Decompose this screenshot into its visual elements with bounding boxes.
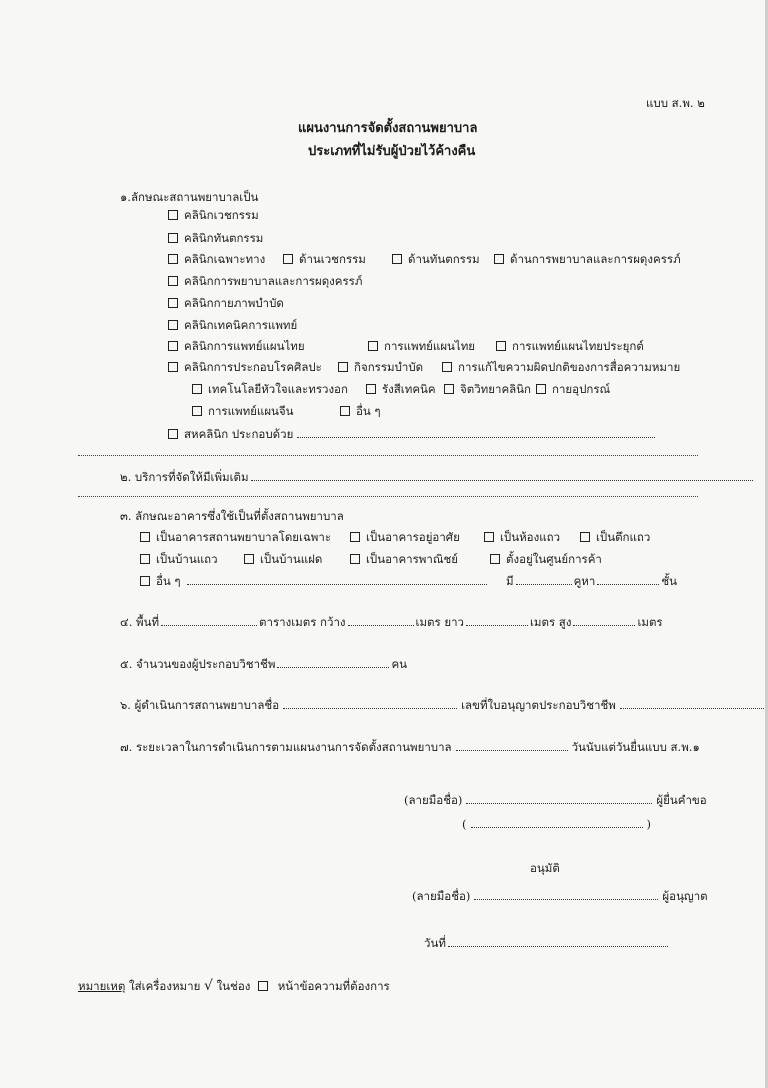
footnote: หมายเหตุ ใส่เครื่องหมาย √ ในช่อง หน้าข้อความที่ต้องการ	[78, 978, 390, 994]
checkbox-sample	[258, 981, 268, 991]
width-fill-line[interactable]	[348, 616, 414, 626]
applicant-signature: (ลายมือชื่อ) ผู้ยื่นคำขอ	[404, 793, 707, 807]
checkbox[interactable]	[494, 254, 504, 264]
section6-operator: ๖. ผู้ดำเนินการสถานพยาบาลชื่อ เลขที่ใบอนุญาตประกอบวิชาชีพ	[120, 698, 768, 712]
option-clinic-medtech[interactable]: คลินิกเทคนิคการแพทย์	[168, 318, 297, 332]
checkbox[interactable]	[168, 362, 178, 372]
option-building-shophouse-row[interactable]: เป็นห้องแถว	[484, 530, 560, 544]
licensor-signature: (ลายมือชื่อ) ผู้อนุญาต	[412, 889, 708, 903]
checkbox[interactable]	[168, 233, 178, 243]
checkbox[interactable]	[140, 532, 150, 542]
floor-fill-line[interactable]	[597, 575, 659, 585]
other-building-fill-line[interactable]	[187, 575, 487, 585]
option-clinic-thai[interactable]: คลินิกการแพทย์แผนไทย	[168, 339, 305, 353]
checkbox[interactable]	[168, 254, 178, 264]
option-clinic-medical[interactable]: คลินิกเวชกรรม	[168, 208, 259, 222]
booth-count: มี คูหา ชั้น	[506, 574, 677, 588]
polyclinic-fill-line[interactable]	[297, 428, 655, 438]
checkbox[interactable]	[338, 362, 348, 372]
duration-fill-line[interactable]	[456, 741, 568, 751]
applicant-signature-line[interactable]	[466, 794, 652, 804]
checkbox[interactable]	[350, 554, 360, 564]
option-building-residence[interactable]: เป็นอาคารอยู่อาศัย	[350, 530, 460, 544]
option-clinic-physio[interactable]: คลินิกกายภาพบำบัด	[168, 296, 284, 310]
services-fill-line[interactable]	[251, 471, 753, 481]
option-building-mall[interactable]: ตั้งอยู่ในศูนย์การค้า	[490, 552, 602, 566]
checkbox[interactable]	[168, 276, 178, 286]
checkbox[interactable]	[368, 341, 378, 351]
area-fill-line[interactable]	[161, 616, 257, 626]
option-building-twinhouse[interactable]: เป็นบ้านแฝด	[244, 552, 322, 566]
date-fill-line[interactable]	[448, 937, 668, 947]
form-code: แบบ ส.พ. ๒	[646, 96, 705, 110]
booth-fill-line[interactable]	[516, 575, 572, 585]
section1-heading: ๑.ลักษณะสถานพยาบาลเป็น	[120, 190, 259, 204]
operator-name-fill-line[interactable]	[283, 699, 457, 709]
form-title-line1: แผนงานการจัดตั้งสถานพยาบาล	[298, 121, 478, 136]
checkbox[interactable]	[580, 532, 590, 542]
option-psych[interactable]: จิตวิทยาคลินิก	[444, 382, 531, 396]
checkbox[interactable]	[140, 576, 150, 586]
date-row: วันที่	[424, 936, 668, 950]
option-spec-dental[interactable]: ด้านทันตกรรม	[392, 252, 480, 266]
option-polyclinic[interactable]: สหคลินิก ประกอบด้วย	[168, 427, 655, 441]
licensor-signature-line[interactable]	[474, 890, 658, 900]
section3-heading: ๓. ลักษณะอาคารซึ่งใช้เป็นที่ตั้งสถานพยาบาล	[120, 509, 344, 523]
checkbox[interactable]	[244, 554, 254, 564]
option-spec-nursing[interactable]: ด้านการพยาบาลและการผดุงครรภ์	[494, 252, 681, 266]
section4-area: ๔. พื้นที่ ตารางเมตร กว้าง เมตร ยาว เมตร สูง เมตร	[120, 615, 663, 629]
checkmark-icon: √	[203, 978, 213, 994]
section5-staff: ๕. จำนวนของผู้ประกอบวิชาชีพ คน	[120, 657, 408, 671]
option-speech[interactable]: การแก้ไขความผิดปกติของการสื่อความหมาย	[442, 360, 680, 374]
checkbox[interactable]	[442, 362, 452, 372]
option-building-other[interactable]: อื่น ๆ	[140, 574, 487, 588]
license-fill-line[interactable]	[620, 699, 768, 709]
checkbox[interactable]	[490, 554, 500, 564]
option-spec-medical[interactable]: ด้านเวชกรรม	[283, 252, 366, 266]
option-building-townhouse[interactable]: เป็นตึกแถว	[580, 530, 650, 544]
form-title-line2: ประเภทที่ไม่รับผู้ป่วยไว้ค้างคืน	[308, 144, 476, 159]
option-building-commercial[interactable]: เป็นอาคารพาณิชย์	[350, 552, 458, 566]
fill-line[interactable]	[78, 455, 698, 456]
checkbox[interactable]	[392, 254, 402, 264]
checkbox[interactable]	[168, 320, 178, 330]
option-clinic-dental[interactable]: คลินิกทันตกรรม	[168, 231, 263, 245]
checkbox[interactable]	[192, 406, 202, 416]
fill-line[interactable]	[78, 496, 698, 497]
option-thai-applied[interactable]: การแพทย์แผนไทยประยุกต์	[496, 339, 644, 353]
option-chinese[interactable]: การแพทย์แผนจีน	[192, 404, 294, 418]
length-fill-line[interactable]	[466, 616, 528, 626]
option-building-clinic[interactable]: เป็นอาคารสถานพยาบาลโดยเฉพาะ	[140, 530, 331, 544]
checkbox[interactable]	[350, 532, 360, 542]
checkbox[interactable]	[168, 210, 178, 220]
option-other-art[interactable]: อื่น ๆ	[340, 404, 381, 418]
checkbox[interactable]	[496, 341, 506, 351]
staff-fill-line[interactable]	[277, 658, 389, 668]
option-radiology[interactable]: รังสีเทคนิค	[366, 382, 436, 396]
checkbox[interactable]	[168, 298, 178, 308]
option-prosthetics[interactable]: กายอุปกรณ์	[536, 382, 610, 396]
option-occupational[interactable]: กิจกรรมบำบัด	[338, 360, 423, 374]
checkbox[interactable]	[340, 406, 350, 416]
checkbox[interactable]	[536, 384, 546, 394]
option-building-rowhouse[interactable]: เป็นบ้านแถว	[140, 552, 218, 566]
checkbox[interactable]	[444, 384, 454, 394]
applicant-name-line[interactable]	[471, 818, 643, 828]
section2-heading: ๒. บริการที่จัดให้มีเพิ่มเติม	[120, 470, 753, 484]
checkbox[interactable]	[168, 341, 178, 351]
option-clinic-art[interactable]: คลินิกการประกอบโรคศิลปะ	[168, 360, 322, 374]
section7-duration: ๗. ระยะเวลาในการดำเนินการตามแผนงานการจัดตั้งสถานพยาบาล วันนับแต่วันยื่นแบบ ส.พ.๑	[120, 740, 700, 754]
option-thai-medicine[interactable]: การแพทย์แผนไทย	[368, 339, 475, 353]
option-clinic-nursing[interactable]: คลินิกการพยาบาลและการผดุงครรภ์	[168, 274, 362, 288]
option-cardio[interactable]: เทคโนโลยีหัวใจและทรวงอก	[192, 382, 348, 396]
checkbox[interactable]	[168, 429, 178, 439]
checkbox[interactable]	[484, 532, 494, 542]
height-fill-line[interactable]	[573, 616, 635, 626]
checkbox[interactable]	[140, 554, 150, 564]
option-clinic-specific[interactable]: คลินิกเฉพาะทาง	[168, 252, 265, 266]
checkbox[interactable]	[192, 384, 202, 394]
applicant-name: ( )	[462, 817, 651, 831]
checkbox[interactable]	[366, 384, 376, 394]
checkbox[interactable]	[283, 254, 293, 264]
approval-label: อนุมัติ	[530, 861, 560, 875]
